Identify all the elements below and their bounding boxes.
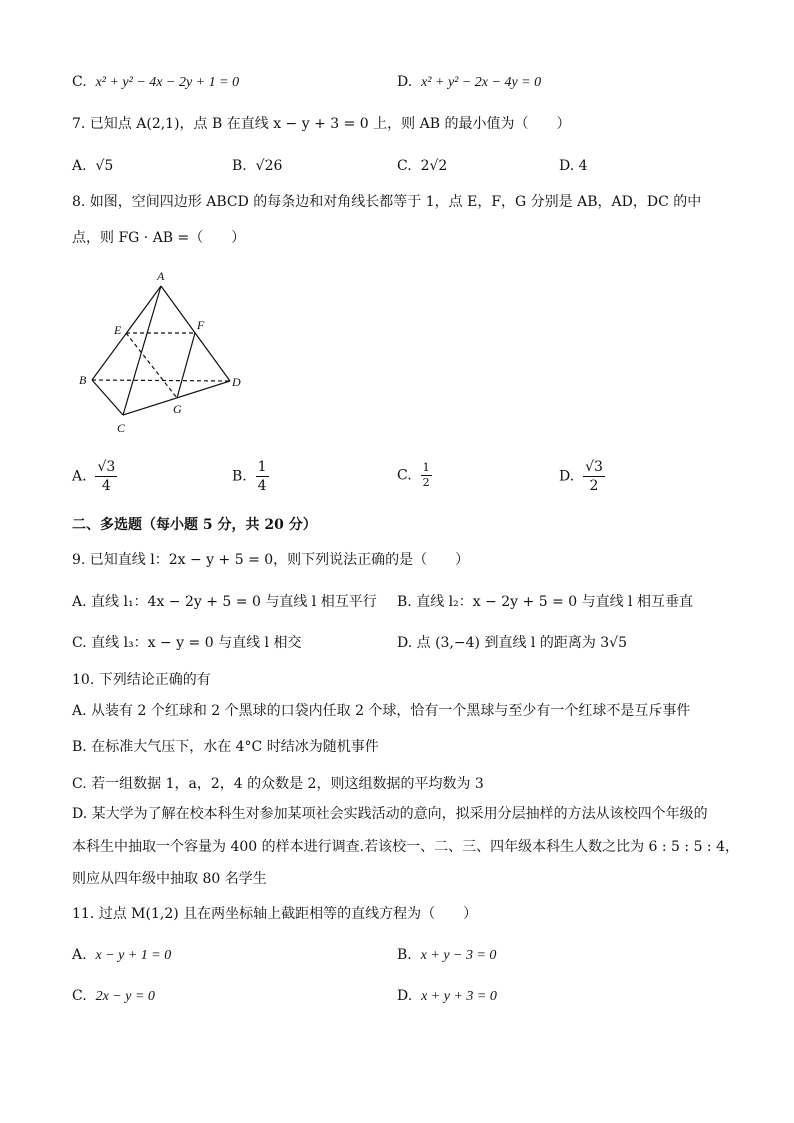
q8-option-d-label: D. bbox=[559, 468, 575, 485]
q10-stem: 10. 下列结论正确的有 bbox=[72, 672, 211, 688]
q9-option-d: D. 点 (3,−4) 到直线 l 的距离为 3√5 bbox=[397, 635, 628, 651]
q9-option-a: A. 直线 l₁：4x − 2y + 5 = 0 与直线 l 相互平行 bbox=[72, 594, 377, 610]
q8-option-b-fraction bbox=[256, 458, 269, 495]
vertex-label-b: B bbox=[79, 373, 87, 387]
q11-option-b bbox=[397, 945, 496, 966]
q6-option-c bbox=[72, 72, 239, 93]
q6-option-c-label: C. bbox=[72, 74, 87, 90]
q8-option-b-denominator: 4 bbox=[257, 478, 267, 494]
q11-option-c bbox=[72, 986, 155, 1007]
q7-option-d-label: D. bbox=[559, 158, 575, 174]
q8-stem-line1: 8. 如图，空间四边形 ABCD 的每条边和对角线长都等于 1，点 E，F，G 分别是 AB，AD，DC 的中 bbox=[72, 194, 702, 210]
q11-option-d-label: D. bbox=[397, 988, 413, 1004]
q11-option-d-text: x + y + 3 = 0 bbox=[421, 989, 497, 1004]
q10-option-a: A. 从装有 2 个红球和 2 个黑球的口袋内任取 2 个球，恰有一个黑球与至少有一个红球不是互斥事件 bbox=[72, 703, 691, 719]
q7-option-d-text: 4 bbox=[578, 158, 588, 174]
q11-option-c-text: 2x − y = 0 bbox=[95, 989, 155, 1004]
q8-option-c-fraction bbox=[421, 461, 432, 490]
q8-option-a-label: A. bbox=[72, 468, 87, 485]
q7-option-c-label: C. bbox=[397, 158, 412, 174]
q8-option-c-numerator: 1 bbox=[422, 461, 430, 474]
q8-option-d-denominator: 2 bbox=[589, 478, 599, 494]
point-label-g: G bbox=[173, 402, 182, 416]
q8-option-b bbox=[232, 458, 269, 495]
q11-option-a-label: A. bbox=[72, 947, 87, 963]
q8-option-b-label: B. bbox=[232, 468, 247, 485]
q9-option-b: B. 直线 l₂：x − 2y + 5 = 0 与直线 l 相互垂直 bbox=[397, 594, 693, 610]
q11-option-a bbox=[72, 945, 171, 966]
point-label-f: F bbox=[197, 318, 205, 332]
q8-option-c-denominator: 2 bbox=[422, 476, 430, 489]
q10-option-d-line2: 本科生中抽取一个容量为 400 的样本进行调查.若该校一、二、三、四年级本科生人数之比为 6 : 5 : 5 : 4， bbox=[72, 839, 740, 855]
q11-option-a-text: x − y + 1 = 0 bbox=[95, 948, 172, 963]
q7-option-a bbox=[72, 156, 113, 176]
q7-stem: 7. 已知点 A(2,1)，点 B 在直线 x − y + 3 = 0 上，则 AB 的最小值为（ ） bbox=[72, 116, 571, 132]
tetrahedron-figure bbox=[70, 262, 260, 437]
vertex-label-a: A bbox=[157, 269, 165, 283]
q6-option-d bbox=[397, 72, 541, 93]
q7-option-a-text: √5 bbox=[95, 158, 114, 174]
q8-option-c-label: C. bbox=[397, 467, 412, 484]
vertex-label-d: D bbox=[232, 375, 241, 389]
vertex-label-c: C bbox=[117, 421, 126, 435]
point-label-e: E bbox=[114, 323, 122, 337]
q8-option-a bbox=[72, 458, 117, 495]
q6-option-c-text: x² + y² − 4x − 2y + 1 = 0 bbox=[95, 75, 240, 90]
q11-option-b-text: x + y − 3 = 0 bbox=[420, 948, 497, 963]
q6-option-d-text: x² + y² − 2x − 4y = 0 bbox=[421, 75, 542, 90]
q10-option-c: C. 若一组数据 1，a，2，4 的众数是 2，则这组数据的平均数为 3 bbox=[72, 776, 484, 792]
q10-option-d-line1: D. 某大学为了解在校本科生对参加某项社会实践活动的意向，拟采用分层抽样的方法从该校四个年级的 bbox=[72, 806, 708, 822]
q8-option-a-fraction bbox=[95, 458, 117, 495]
q8-option-a-denominator: 4 bbox=[101, 478, 111, 494]
q8-option-d bbox=[559, 458, 605, 495]
q11-option-c-label: C. bbox=[72, 988, 87, 1004]
q11-stem: 11. 过点 M(1,2) 且在两坐标轴上截距相等的直线方程为（ ） bbox=[72, 906, 478, 922]
q7-option-c-text: 2√2 bbox=[420, 158, 448, 174]
q7-option-c bbox=[397, 156, 447, 176]
q8-option-c bbox=[397, 461, 432, 490]
q6-option-d-label: D. bbox=[397, 74, 413, 90]
q7-option-a-label: A. bbox=[72, 158, 87, 174]
q7-option-b-text: √26 bbox=[255, 158, 283, 174]
q8-option-a-numerator: √3 bbox=[97, 459, 116, 475]
q7-option-b bbox=[232, 156, 282, 176]
q7-option-d bbox=[559, 156, 588, 176]
section-title: 二、多选题（每小题 5 分，共 20 分） bbox=[72, 517, 317, 533]
q9-option-c: C. 直线 l₃：x − y = 0 与直线 l 相交 bbox=[72, 635, 302, 651]
q8-option-b-numerator: 1 bbox=[257, 459, 267, 475]
q10-option-b: B. 在标准大气压下，水在 4°C 时结冰为随机事件 bbox=[72, 739, 379, 755]
q8-option-d-numerator: √3 bbox=[585, 459, 603, 475]
q8-option-d-fraction bbox=[583, 458, 605, 495]
q7-option-b-label: B. bbox=[232, 158, 247, 174]
q9-stem: 9. 已知直线 l：2x − y + 5 = 0，则下列说法正确的是（ ） bbox=[72, 552, 470, 568]
q10-option-d-line3: 则应从四年级中抽取 80 名学生 bbox=[72, 871, 267, 887]
q11-option-d bbox=[397, 986, 497, 1007]
q11-option-b-label: B. bbox=[397, 947, 412, 963]
q8-stem-line2: 点，则 FG · AB =（ ） bbox=[72, 230, 246, 246]
